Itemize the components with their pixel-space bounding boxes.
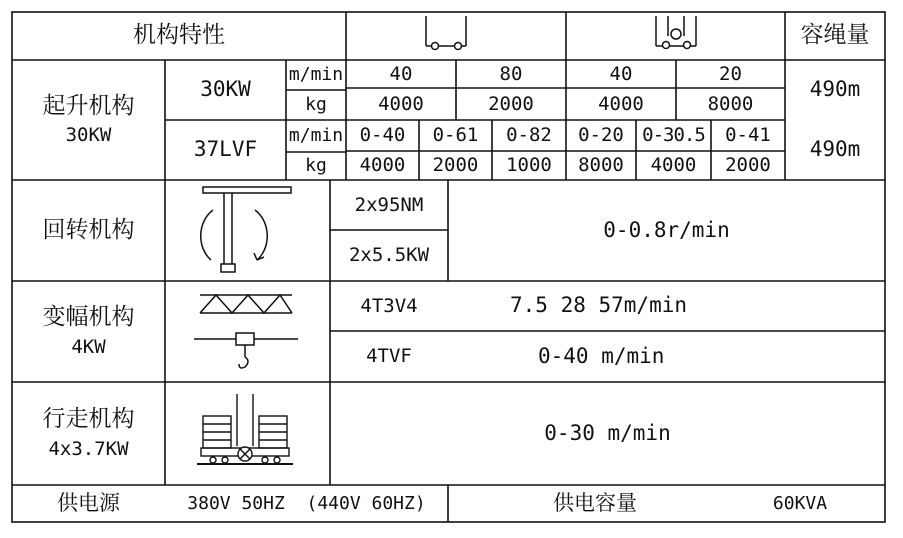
luffing-row2-speed: 0-40 m/min (538, 343, 665, 368)
travel-speed: 0-30 m/min (544, 420, 671, 445)
hoist-row1-4fall-b-speed: 20 (719, 62, 742, 85)
hoist-row1-unit-speed: m/min (288, 64, 344, 86)
travel-name: 行走机构 (42, 406, 135, 433)
hoist-row1-unit-load: kg (305, 94, 327, 116)
hoist-row2-4fall-c-speed: 0-41 (725, 124, 771, 147)
header-rope-capacity: 容绳量 (800, 22, 870, 49)
slewing-crane-icon (185, 184, 310, 278)
trolley-jib-icon (192, 287, 302, 377)
hoist-row1-2fall-b-load: 2000 (488, 92, 534, 115)
luffing-power: 4KW (71, 335, 106, 358)
hoist-row1-2fall-b-speed: 80 (499, 62, 523, 85)
hoist-row2-motor: 37LVF (193, 137, 258, 162)
header-feature: 机构特性 (133, 22, 225, 49)
hoist-row2-2fall-c-load: 1000 (506, 154, 552, 177)
hoist-row2-2fall-c-speed: 0-82 (506, 124, 552, 147)
hoist-row1-2fall-a-load: 4000 (378, 92, 424, 115)
power-supply-value: 380V 50HZ (440V 60HZ) (187, 492, 426, 514)
hoist-row2-unit-speed: m/min (288, 125, 344, 147)
hoist-row2-2fall-b-load: 2000 (432, 154, 479, 177)
hoist-row2-2fall-a-load: 4000 (359, 154, 406, 177)
power-capacity-label: 供电容量 (553, 490, 637, 515)
two-fall-reeving-icon (416, 14, 476, 58)
slewing-name: 回转机构 (42, 216, 135, 243)
hoist-row1-4fall-a-speed: 40 (609, 62, 633, 85)
hoist-row2-4fall-a-load: 8000 (578, 154, 624, 177)
four-fall-reeving-icon (646, 14, 706, 58)
hoist-row1-rope: 490m (809, 77, 861, 102)
luffing-row1-model: 4T3V4 (360, 294, 418, 317)
hoist-label (12, 60, 165, 180)
slewing-speed: 0-0.8r/min (603, 217, 730, 242)
travel-label (12, 382, 165, 485)
hoist-row2-4fall-a-speed: 0-20 (578, 124, 624, 147)
hoist-row2-4fall-b-load: 4000 (650, 154, 697, 177)
hoist-row1-4fall-b-load: 8000 (707, 92, 754, 115)
luffing-label (12, 281, 165, 382)
hoist-row2-2fall-a-speed: 0-40 (359, 124, 406, 147)
power-capacity-value: 60KVA (772, 492, 828, 514)
hoist-row2-rope: 490m (809, 137, 861, 162)
travel-bogie-icon (197, 390, 293, 480)
hoist-row2-4fall-c-load: 2000 (725, 154, 771, 177)
slewing-motor: 2x5.5KW (348, 244, 430, 267)
hoist-row2-2fall-b-speed: 0-61 (432, 124, 479, 147)
hoist-row1-4fall-a-load: 4000 (598, 92, 644, 115)
luffing-row1-speed: 7.5 28 57m/min (510, 293, 688, 318)
power-supply-label: 供电源 (57, 490, 120, 515)
luffing-name: 变幅机构 (42, 304, 135, 331)
hoist-row2-4fall-b-speed: 0-30.5 (642, 124, 705, 147)
hoist-row1-motor: 30KW (200, 77, 251, 102)
travel-power: 4x3.7KW (48, 437, 129, 460)
hoist-row2-unit-load: kg (305, 155, 327, 177)
luffing-row2-model: 4TVF (366, 345, 412, 368)
slewing-torque: 2x95NM (354, 193, 424, 216)
hoist-name: 起升机构 (42, 92, 135, 119)
hoist-power: 30KW (65, 124, 112, 147)
hoist-row1-2fall-a-speed: 40 (389, 62, 413, 85)
